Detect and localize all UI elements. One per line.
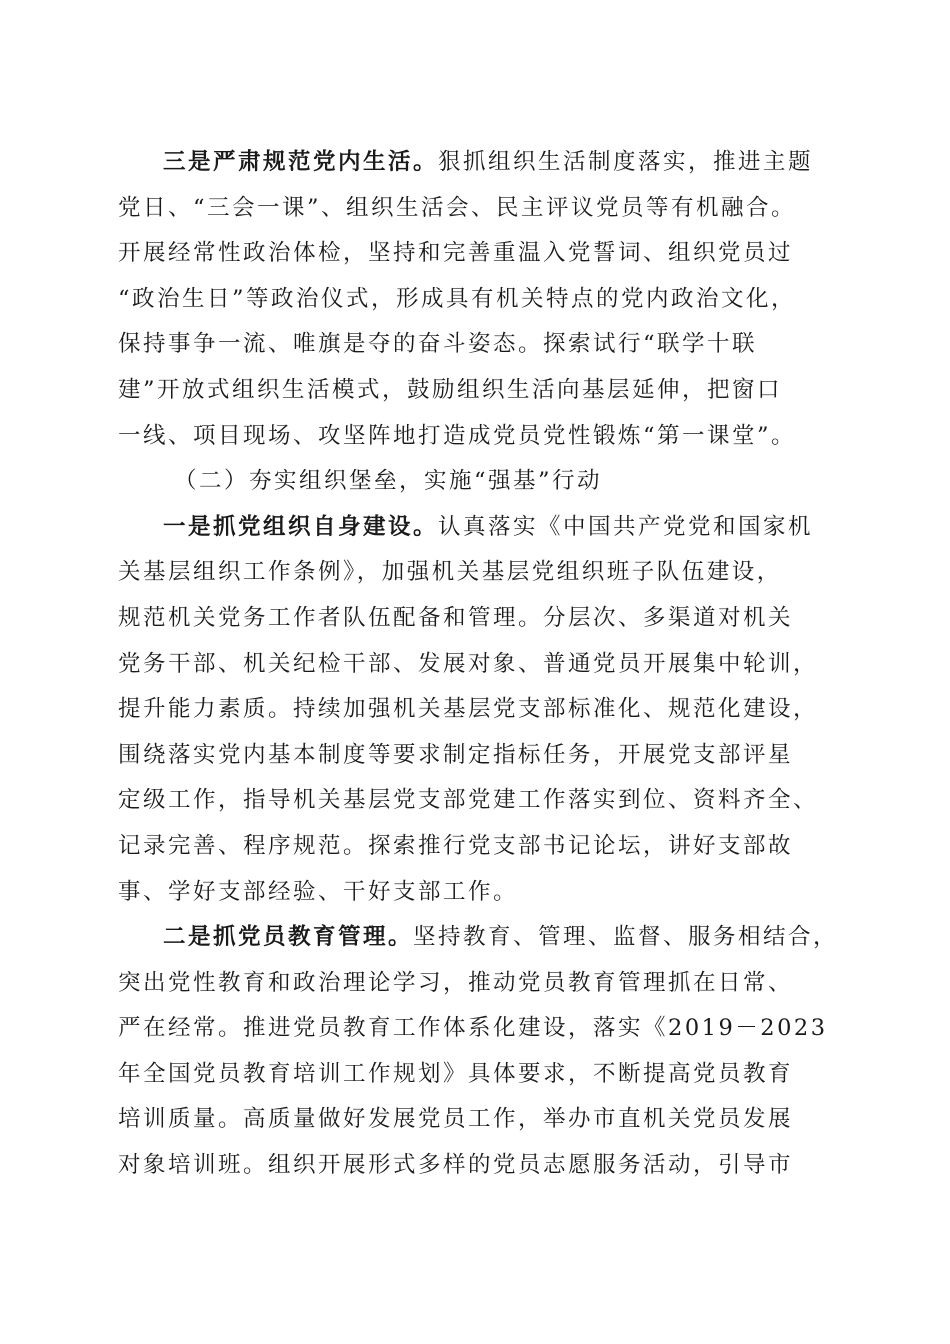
text-line: 提升能力素质。持续加强机关基层党支部标准化、规范化建设， [118, 696, 819, 723]
paragraph-lead: 二是抓党员教育管理。 [163, 924, 414, 951]
text-line: 突出党性教育和政治理论学习，推动党员教育管理抓在日常、 [118, 969, 794, 996]
text-line: 党日、“三会一课”、组织生活会、民主评议党员等有机融合。 [118, 194, 797, 221]
paragraph-first-line [118, 140, 838, 186]
text-line: 党务干部、机关纪检干部、发展对象、普通党员开展集中轮训， [118, 650, 819, 677]
section-heading: （二）夯实组织堡垒，实施“强基”行动 [174, 468, 603, 495]
text-line: 保持事争一流、唯旗是夺的奋斗姿态。探索试行“联学十联 [118, 331, 758, 358]
paragraph-first-line [118, 505, 838, 551]
text-line: “政治生日”等政治仪式，形成具有机关特点的党内政治文化， [118, 285, 797, 312]
text-line: 认真落实《中国共产党党和国家机 [438, 513, 814, 540]
text-line: 培训质量。高质量做好发展党员工作，举办市直机关党员发展 [118, 1106, 794, 1133]
text-line: 年全国党员教育培训工作规划》具体要求，不断提高党员教育 [118, 1060, 794, 1087]
text-line: 坚持教育、管理、监督、服务相结合， [413, 924, 839, 951]
text-line: 一线、项目现场、攻坚阵地打造成党员党性锻炼“第一课堂”。 [118, 422, 797, 449]
text-line: 事、学好支部经验、干好支部工作。 [118, 878, 519, 905]
text-line: 建”开放式组织生活模式，鼓励组织生活向基层延伸，把窗口 [118, 376, 783, 403]
paragraph-first-line [118, 915, 838, 961]
text-line: 围绕落实党内基本制度等要求制定指标任务，开展党支部评星 [118, 741, 794, 768]
document-body [118, 140, 838, 1189]
text-line: 关基层组织工作条例》，加强机关基层党组织班子队伍建设， [118, 559, 782, 586]
paragraph-lead: 一是抓党组织自身建设。 [163, 513, 439, 540]
text-line: 定级工作，指导机关基层党支部党建工作落实到位、资料齐全、 [118, 787, 819, 814]
text-line: 狠抓组织生活制度落实，推进主题 [438, 149, 814, 175]
text-line: 对象培训班。组织开展形式多样的党员志愿服务活动，引导市 [118, 1152, 794, 1179]
paragraph-lead: 三是严肃规范党内生活。 [163, 149, 439, 175]
text-line: 规范机关党务工作者队伍配备和管理。分层次、多渠道对机关 [118, 604, 794, 631]
text-line: 记录完善、程序规范。探索推行党支部书记论坛，讲好支部故 [118, 832, 794, 859]
text-line: 严在经常。推进党员教育工作体系化建设，落实《2019－2023 [118, 1015, 828, 1042]
text-line: 开展经常性政治体检，坚持和完善重温入党誓词、组织党员过 [118, 240, 794, 267]
